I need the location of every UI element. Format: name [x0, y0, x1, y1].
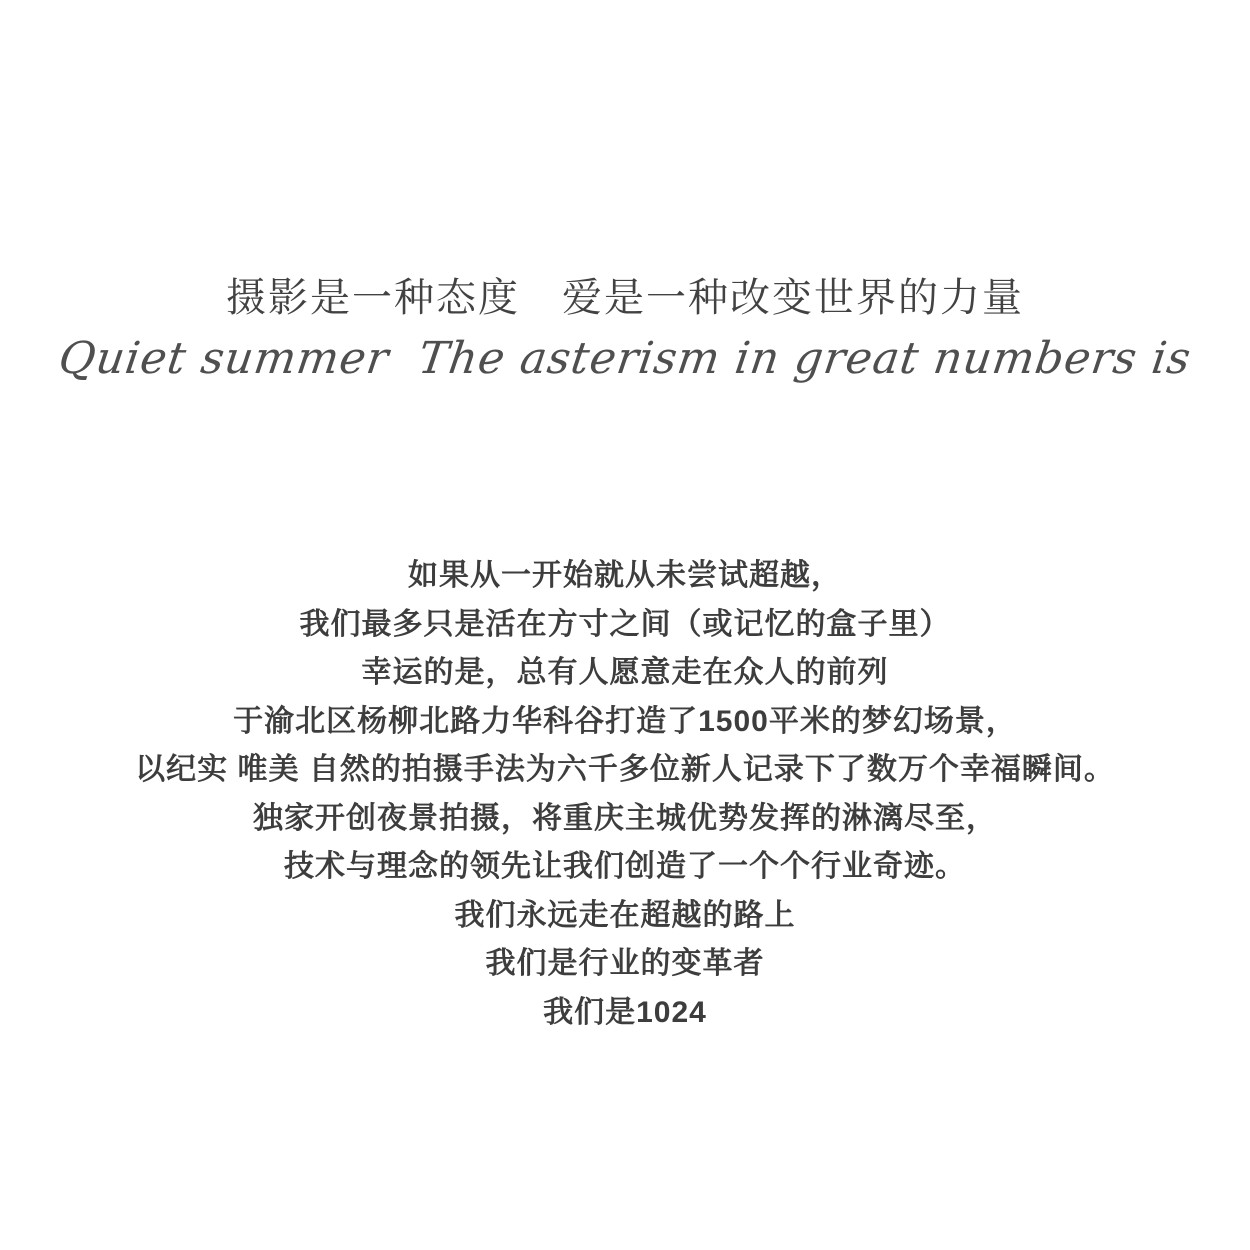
- body-line-4: 于渝北区杨柳北路力华科谷打造了1500平米的梦幻场景，: [233, 704, 1017, 738]
- body-line-5: 以纪实 唯美 自然的拍摄手法为六千多位新人记录下了数万个幸福瞬间。: [135, 753, 1115, 786]
- body-line-1: 如果从一开始就从未尝试超越，: [408, 559, 842, 592]
- body-line-7: 技术与理念的领先让我们创造了一个个行业奇迹。: [284, 850, 966, 883]
- body-line-10: 我们是1024: [543, 995, 707, 1029]
- body-line-3: 幸运的是，总有人愿意走在众人的前列: [361, 656, 889, 689]
- body-line-9: 我们是行业的变革者: [485, 947, 765, 980]
- body-line-6: 独家开创夜景拍摄，将重庆主城优势发挥的淋漓尽至，: [253, 801, 997, 835]
- main-title-cn: 摄影是一种态度 爱是一种改变世界的力量: [226, 275, 1024, 320]
- body-paragraph: [0, 552, 1250, 1037]
- subtitle-script-en: Quiet summer The asterism in great numbers is: [55, 333, 1195, 384]
- body-line-8: 我们永远走在超越的路上: [454, 898, 796, 932]
- body-line-2: 我们最多只是活在方寸之间（或记忆的盒子里）: [299, 607, 951, 641]
